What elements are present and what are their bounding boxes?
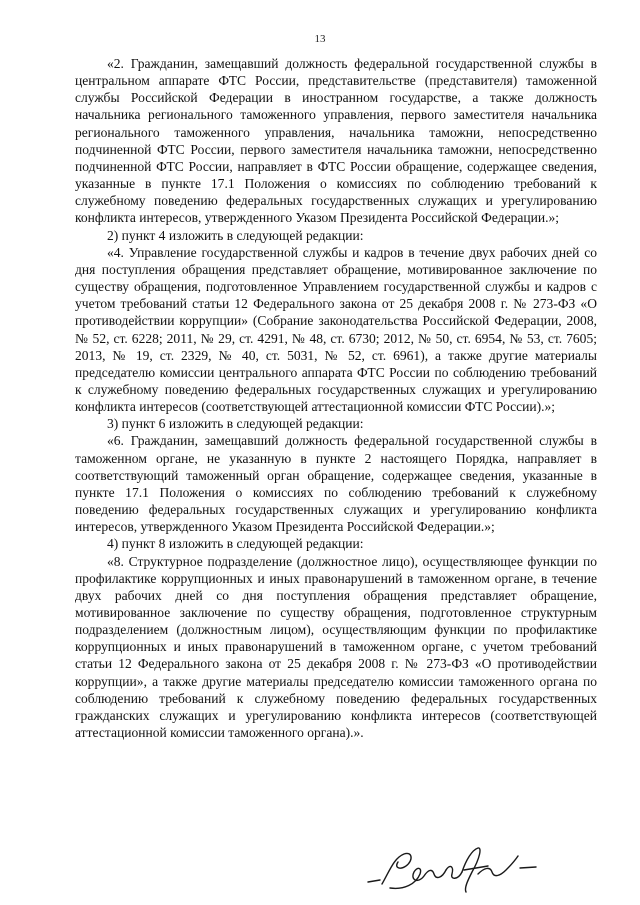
document-body <box>75 55 597 741</box>
paragraph-amendment-point-4: 2) пункт 4 изложить в следующей редакции: <box>107 227 364 243</box>
paragraph-clause-6-text: «6. Гражданин, замещавший должность федеральной государственной службы в таможенном органе, не указанную в пункте 2 настоящего Порядка, направляет в соответствующий таможенный орган обращение, содержащее сведения, указанные в пункте 17.1 Положения о комиссиях по соблюдению требований к служебному поведению федеральных государственных служащих и урегулированию конфликта интересов, утвержденного Указом Президента Российской Федерации.»; <box>75 433 597 535</box>
handwritten-signature <box>360 840 550 900</box>
paragraph-clause-4-text: «4. Управление государственной службы и кадров в течение двух рабочих дней со дня поступления обращения представляет обращение, мотивированное заключение по существу обращения, подготовленное Управлением государственной службы и кадров с учетом требований статьи 12 Федерального закона от 25 декабря 2008 г. № 273-ФЗ «О противодействии коррупции» (Собрание законодательства Российской Федерации, 2008, № 52, ст. 6228; 2011, № 29, ст. 4291, № 48, ст. 6730; 2012, № 50, ст. 6954, № 53, ст. 7605; 2013, № 19, ст. 2329, № 40, ст. 5031, № 52, ст. 6961), а также другие материалы председателю комиссии центрального аппарата ФТС России по соблюдению требований к служебному поведению федеральных государственных служащих и урегулированию конфликта интересов (соответствующей аттестационной комиссии ФТС России).»; <box>75 244 597 415</box>
paragraph-clause-8-text: «8. Структурное подразделение (должностное лицо), осуществляющее функции по профилактике коррупционных и иных правонарушений в таможенном органе, в течение двух рабочих дней со дня поступления обращения представляет обращение, мотивированное заключение по существу обращения, подготовленное структурным подразделением (должностным лицом), осуществляющим функции по профилактике коррупционных и иных правонарушений в таможенном органе, с учетом требований статьи 12 Федерального закона от 25 декабря 2008 г. № 273-ФЗ «О противодействии коррупции», а также другие материалы председателю комиссии таможенного органа по соблюдению требований к служебному поведению федеральных государственных гражданских служащих и урегулированию конфликта интересов (соответствующей аттестационной комиссии таможенного органа).». <box>75 553 597 741</box>
paragraph-clause-2-text: «2. Гражданин, замещавший должность федеральной государственной службы в центральном аппарате ФТС России, представительстве (представителя) таможенной службы Российской Федерации в иностранном государстве, а также должность начальника регионального таможенного управления, первого заместителя начальника регионального таможенного управления, начальника таможни, непосредственно подчиненной ФТС России, первого заместителя начальника таможни, непосредственно подчиненной ФТС России, направляет в ФТС России обращение, содержащее сведения, указанные в пункте 17.1 Положения о комиссиях по соблюдению требований к служебному поведению федеральных государственных служащих и урегулированию конфликта интересов, утвержденного Указом Президента Российской Федерации.»; <box>75 56 597 226</box>
page-number: 13 <box>314 33 326 45</box>
paragraph-amendment-point-6: 3) пункт 6 изложить в следующей редакции: <box>107 416 364 432</box>
paragraph-amendment-point-8: 4) пункт 8 изложить в следующей редакции: <box>107 536 364 552</box>
